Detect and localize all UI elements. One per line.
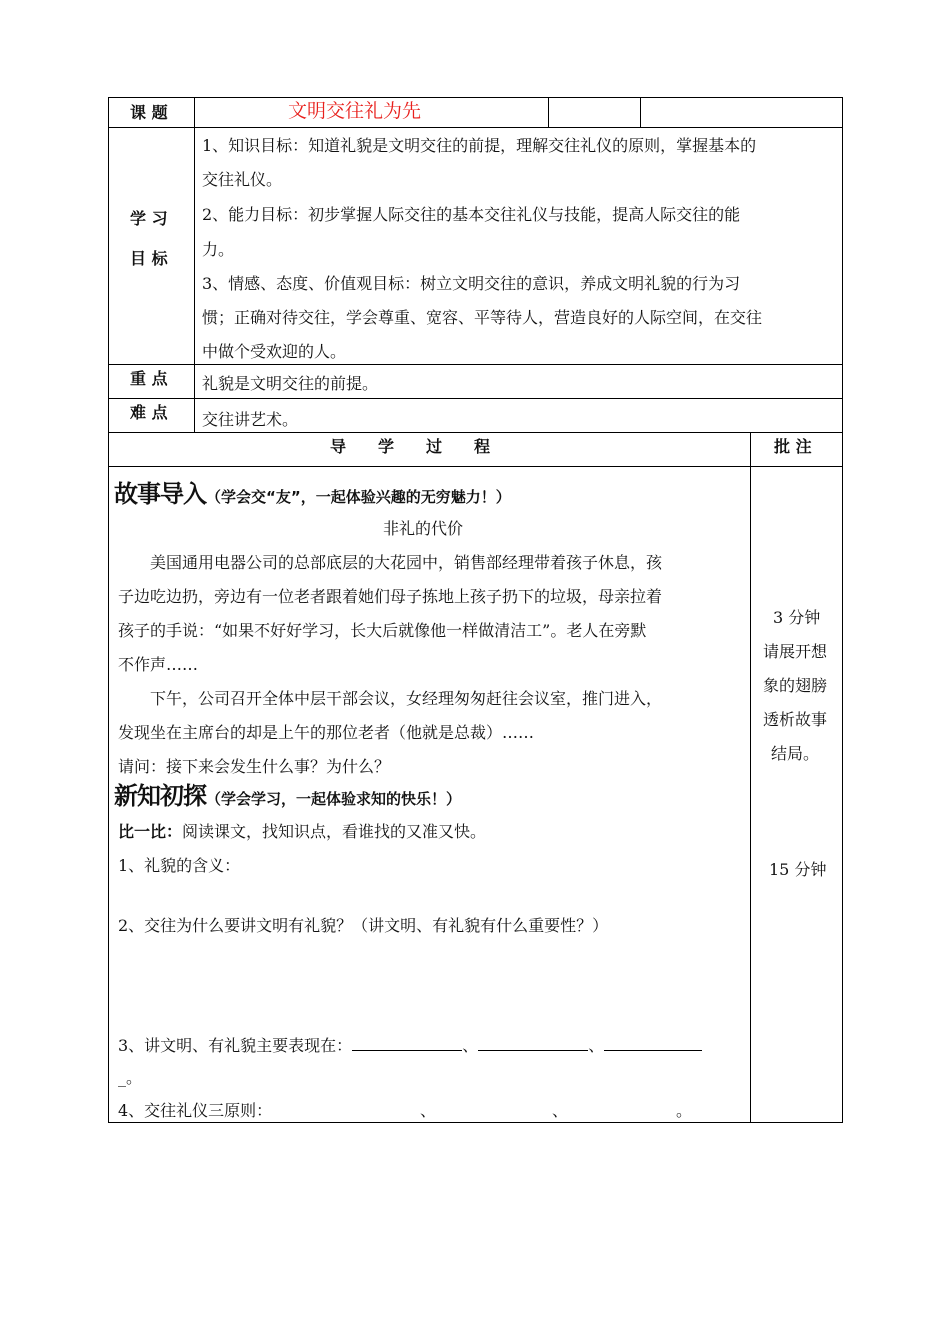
explore-subheading: （学会学习，一起体验求知的快乐！） — [206, 790, 462, 808]
story-subheading: （学会交“友”，一起体验兴趣的无穷魅力！） — [206, 488, 511, 506]
note-line: 透析故事 — [763, 710, 828, 729]
objective-line: 1、知识目标：知道礼貌是文明交往的前提，理解交往礼仪的原则，掌握基本的 — [202, 136, 757, 155]
difficulty-text: 交往讲艺术。 — [202, 410, 299, 429]
story-line: 下午，公司召开全体中层干部会议，女经理匆匆赶往会议室，推门进入， — [150, 689, 663, 708]
objectives-label-line2: 目 标 — [130, 249, 168, 268]
explore-note: 15 分钟 — [769, 860, 827, 879]
separator: 、 — [462, 1036, 479, 1055]
separator: 、 — [588, 1036, 605, 1055]
note-line: 请展开想 — [763, 642, 828, 661]
note-line: 3 分钟 — [773, 608, 821, 627]
objective-line: 3、情感、态度、价值观目标：树立文明交往的意识，养成文明礼貌的行为习 — [202, 274, 741, 293]
answer-blank[interactable] — [604, 1034, 702, 1051]
objective-line: 力。 — [202, 240, 235, 259]
story-title: 非礼的代价 — [383, 519, 464, 538]
story-line: 发现坐在主席台的却是上午的那位老者（他就是总裁）…… — [118, 723, 535, 742]
story-line: 请问：接下来会发生什么事？为什么？ — [118, 757, 391, 776]
story-line: 美国通用电器公司的总部底层的大花园中，销售部经理带着孩子休息，孩 — [150, 553, 663, 572]
story-line: 孩子的手说：“如果不好好学习，长大后就像他一样做清洁工”。老人在旁默 — [118, 621, 647, 640]
story-line: 子边吃边扔，旁边有一位老者跟着她们母子拣地上孩子扔下的垃圾，母亲拉着 — [118, 587, 663, 606]
compare-text: 阅读课文，找知识点，看谁找的又准又快。 — [182, 822, 487, 841]
question-4: 4、交往礼仪三原则： — [118, 1101, 273, 1120]
question-4-sep1: 、 — [420, 1101, 437, 1120]
objective-line: 交往礼仪。 — [202, 170, 283, 189]
process-header: 导 学 过 程 — [330, 437, 491, 456]
question-4-end: 。 — [676, 1101, 693, 1120]
story-heading-row — [114, 474, 511, 509]
note-line: 结局。 — [771, 744, 820, 763]
question-3-text: 3、讲文明、有礼貌主要表现在： — [118, 1036, 353, 1055]
key-point-text: 礼貌是文明交往的前提。 — [202, 374, 379, 393]
key-point-label: 重 点 — [130, 369, 168, 388]
question-4-sep2: 、 — [552, 1101, 569, 1120]
objective-line: 中做个受欢迎的人。 — [202, 342, 347, 361]
topic-label: 课 题 — [130, 103, 168, 122]
compare-row — [118, 822, 486, 842]
question-1: 1、礼貌的含义： — [118, 856, 241, 875]
note-line: 象的翅膀 — [763, 676, 828, 695]
compare-label: 比一比： — [118, 822, 183, 841]
difficulty-label: 难 点 — [130, 403, 168, 422]
objective-line: 2、能力目标：初步掌握人际交往的基本交往礼仪与技能，提高人际交往的能 — [202, 205, 741, 224]
notes-header: 批 注 — [774, 437, 812, 456]
answer-blank[interactable] — [352, 1034, 462, 1051]
question-2: 2、交往为什么要讲文明有礼貌？（讲文明、有礼貌有什么重要性？） — [118, 916, 609, 935]
question-3 — [118, 1034, 702, 1056]
objective-line: 惯；正确对待交往，学会尊重、宽容、平等待人，营造良好的人际空间，在交往 — [202, 308, 763, 327]
answer-blank[interactable] — [478, 1034, 588, 1051]
story-heading: 故事导入 — [114, 480, 206, 508]
explore-heading: 新知初探 — [114, 782, 206, 810]
objectives-label-line1: 学 习 — [130, 209, 168, 228]
topic-title: 文明交往礼为先 — [288, 100, 422, 122]
story-line: 不作声…… — [118, 655, 199, 674]
question-3-end: _。 — [118, 1068, 143, 1087]
explore-heading-row — [114, 776, 461, 811]
